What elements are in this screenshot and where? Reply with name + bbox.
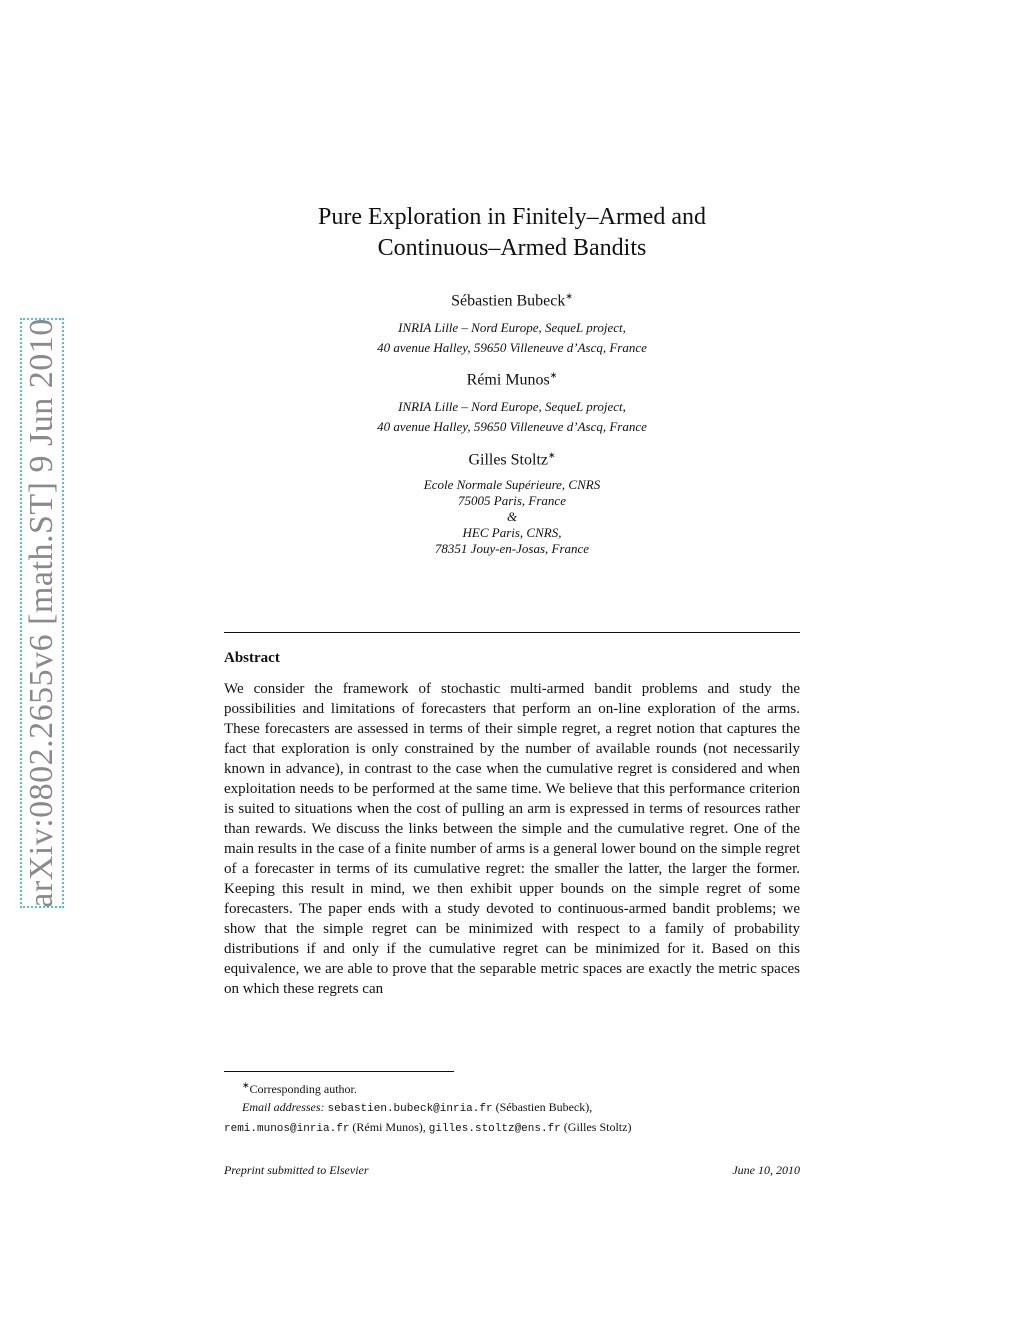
author-mark: ∗	[565, 291, 573, 301]
footnote-emails-line	[224, 1098, 800, 1118]
affiliation-line: INRIA Lille – Nord Europe, SequeL project,	[398, 320, 626, 335]
abstract-top-rule	[224, 632, 800, 633]
paper-title	[224, 202, 800, 264]
corresponding-text: Corresponding author.	[249, 1082, 357, 1096]
footnote-emails-line-2	[224, 1120, 631, 1134]
email-link-stoltz[interactable]: gilles.stoltz@ens.fr	[428, 1123, 561, 1135]
arxiv-sidebar-stamp	[20, 318, 64, 908]
author-name: Rémi Munos	[466, 371, 550, 389]
author-1	[224, 291, 800, 310]
author-mark: ∗	[548, 450, 556, 460]
email-label: Email addresses:	[242, 1100, 325, 1114]
author-2	[224, 370, 800, 389]
author-3	[224, 450, 800, 469]
affiliation-line: HEC Paris, CNRS,	[462, 525, 562, 540]
footnote-corresponding	[224, 1076, 800, 1098]
affiliation-line: 40 avenue Halley, 59650 Villeneuve d’Ascq, France	[377, 419, 647, 434]
author-name: Sébastien Bubeck	[451, 292, 566, 310]
abstract-body: We consider the framework of stochastic multi-armed bandit problems and study the possibilities and limitations of forecasters that perform an on-line exploration of the arms. These forecasters are assessed in terms of their simple regret, a regret notion that captures the fact that exploration is only constrained by the number of available rounds (not necessarily known in advance), in contrast to the case when the cumulative regret is considered and when exploitation needs to be performed at the same time. We believe that this performance criterion is suited to situations when the cost of pulling an arm is expressed in terms of resources rather than rewards. We discuss the links between the simple and the cumulative regret. One of the main results in the case of a finite number of arms is a general lower bound on the simple regret of a forecaster in terms of its cumulative regret: the smaller the latter, the larger the former. Keeping this result in mind, we then exhibit upper bounds on the simple regret of some forecasters. The paper ends with a study devoted to continuous-armed bandit problems; we show that the simple regret can be minimized with respect to a family of probability distributions if and only if the cumulative regret can be minimized for it. Based on this equivalence, we are able to prove that the separable metric spaces are exactly the metric spaces on which these regrets can	[224, 681, 800, 997]
author-mark: ∗	[549, 370, 558, 380]
arxiv-identifier: arXiv:0802.2655v6 [math.ST] 9 Jun 2010	[23, 318, 60, 908]
author-name: Gilles Stoltz	[468, 451, 548, 469]
title-line-2: Continuous–Armed Bandits	[377, 235, 647, 261]
affiliation-line: 75005 Paris, France	[458, 493, 566, 508]
author-1-affiliation	[224, 318, 800, 358]
affiliation-line: Ecole Normale Supérieure, CNRS	[423, 477, 601, 492]
affiliation-line: 78351 Jouy-en-Josas, France	[434, 541, 590, 556]
affiliation-line: 40 avenue Halley, 59650 Villeneuve d’Ascq, France	[377, 340, 647, 355]
author-2-affiliation	[224, 397, 800, 437]
affiliation-line: INRIA Lille – Nord Europe, SequeL project,	[398, 399, 626, 414]
email-link-munos[interactable]: remi.munos@inria.fr	[224, 1123, 350, 1135]
footnote-mark: ∗	[242, 1080, 250, 1090]
email-owner: (Gilles Stoltz)	[563, 1120, 632, 1134]
footer-date: June 10, 2010	[732, 1163, 800, 1177]
footnote	[224, 1076, 800, 1138]
abstract-heading: Abstract	[224, 650, 280, 666]
author-3-affiliation	[224, 477, 800, 557]
email-owner: (Rémi Munos),	[352, 1120, 426, 1134]
footer-preprint-note: Preprint submitted to Elsevier	[224, 1163, 369, 1177]
affiliation-line: &	[506, 509, 518, 524]
title-line-1: Pure Exploration in Finitely–Armed and	[318, 204, 706, 230]
email-link-bubeck[interactable]: sebastien.bubeck@inria.fr	[327, 1103, 493, 1115]
footnote-rule	[224, 1071, 454, 1072]
email-owner: (Sébastien Bubeck),	[495, 1100, 593, 1114]
